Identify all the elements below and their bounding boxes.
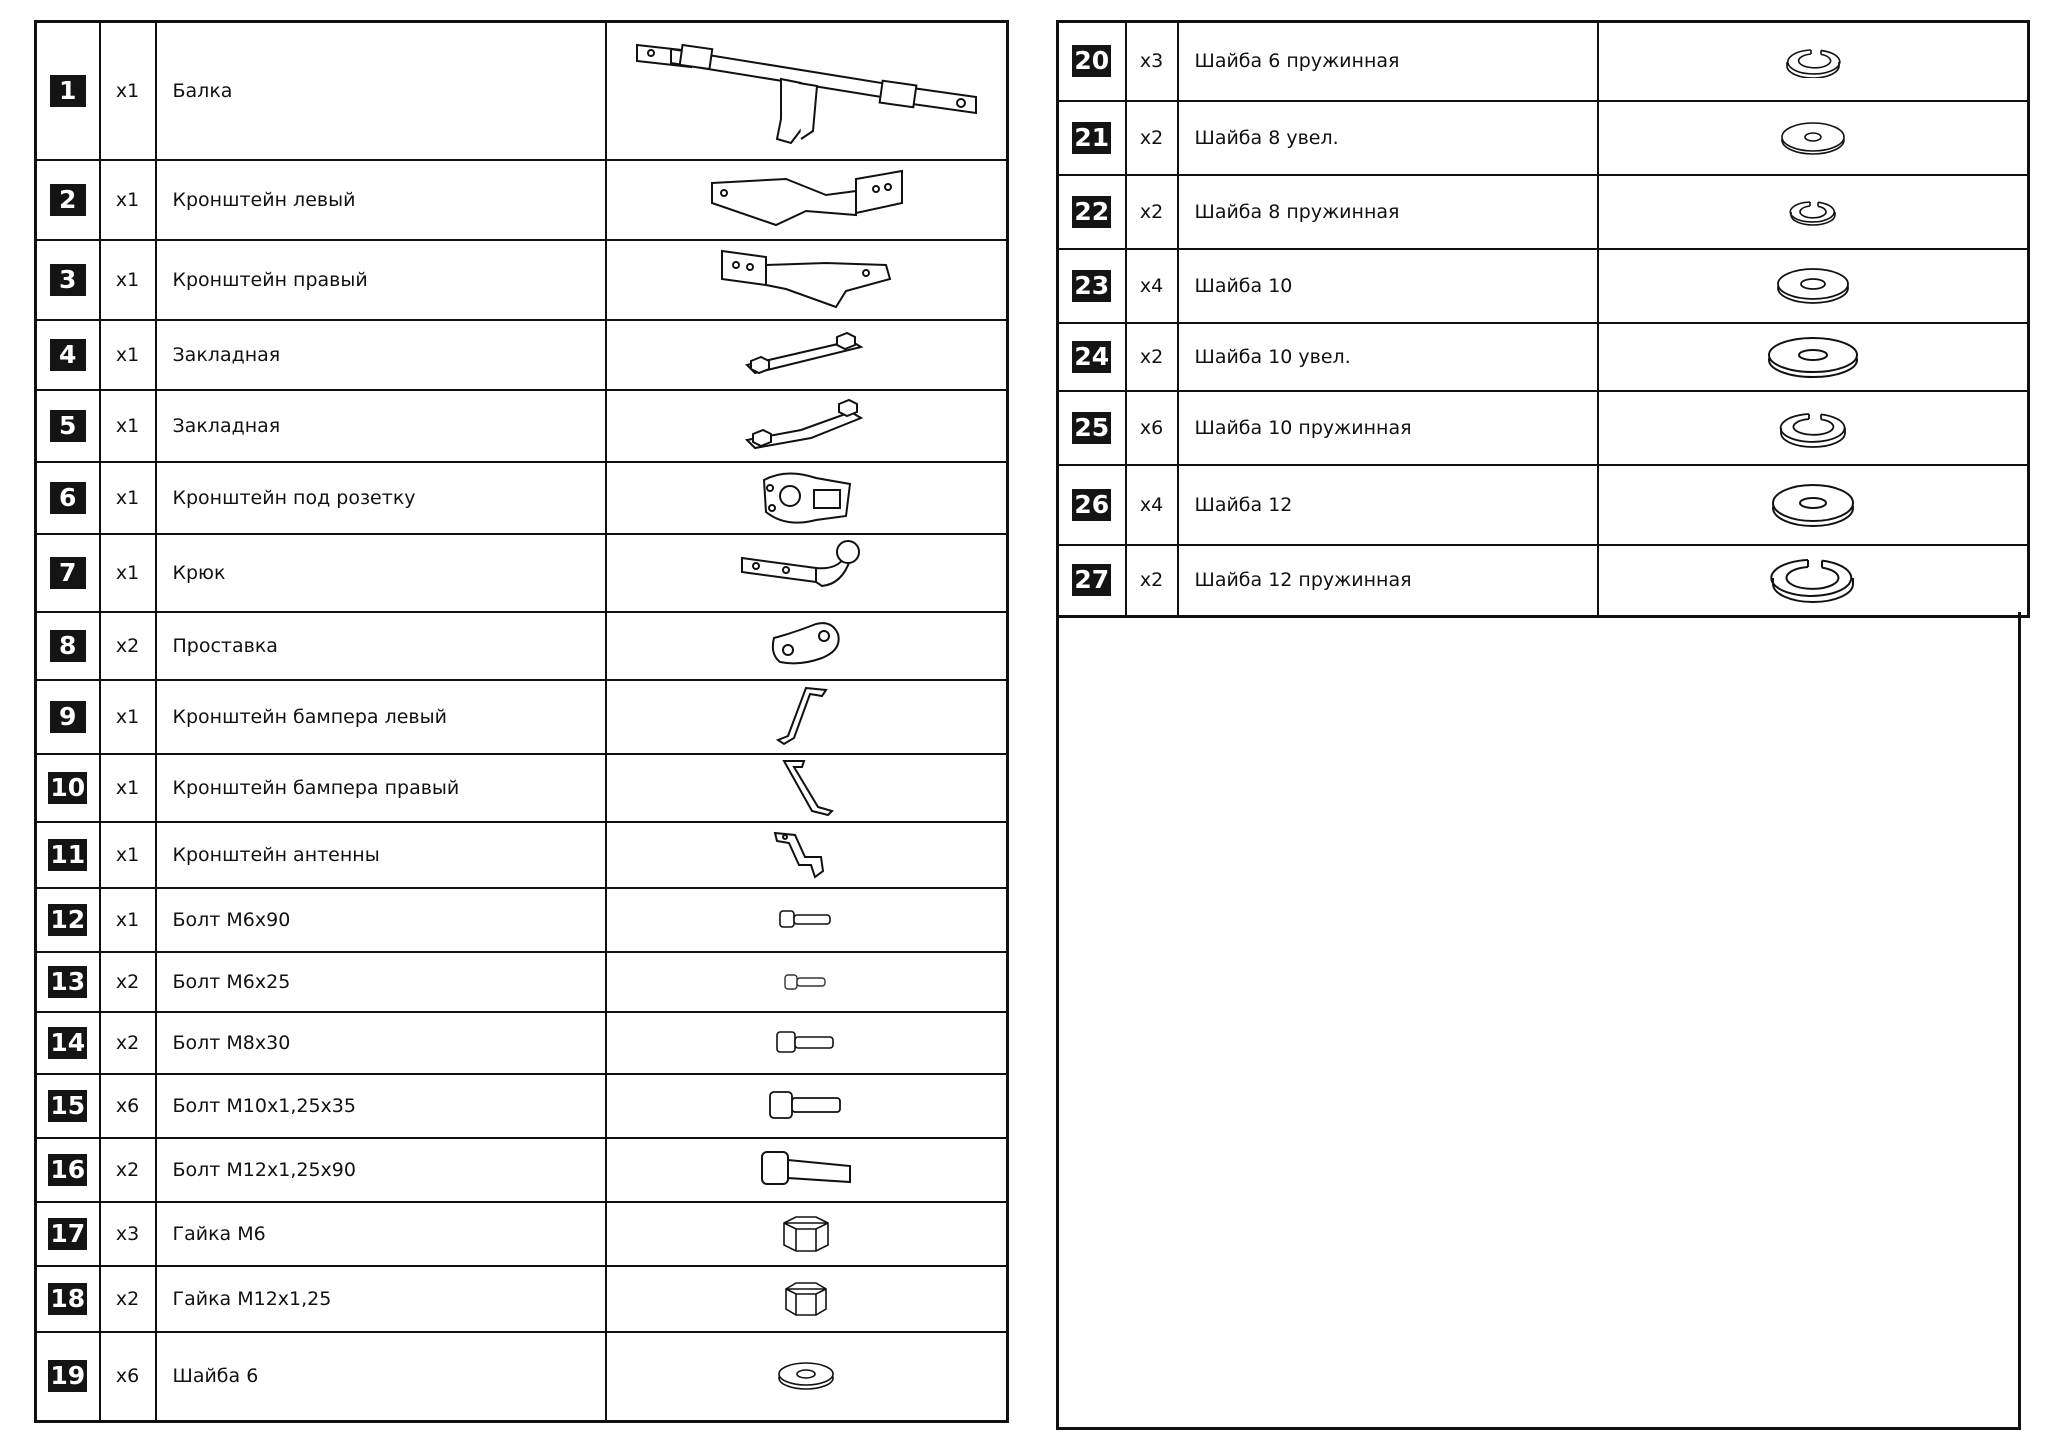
table-row bbox=[36, 1012, 1008, 1074]
table-row bbox=[36, 1332, 1008, 1422]
hex-nut-icon bbox=[607, 1279, 1007, 1319]
flat-washer-icon bbox=[1599, 265, 2028, 307]
item-number: 24 bbox=[1074, 341, 1110, 371]
item-name: Шайба 8 пружинная bbox=[1178, 175, 1598, 249]
item-name: Шайба 12 bbox=[1178, 465, 1598, 545]
table-row bbox=[36, 160, 1008, 240]
spacer-icon bbox=[607, 618, 1007, 674]
item-name: Кронштейн бампера левый bbox=[156, 680, 606, 754]
right-bracket-icon bbox=[607, 245, 1007, 315]
item-name: Гайка М12х1,25 bbox=[156, 1266, 606, 1332]
item-name: Кронштейн антенны bbox=[156, 822, 606, 888]
flat-washer-icon bbox=[1599, 118, 2028, 158]
item-quantity: x2 bbox=[100, 952, 156, 1012]
item-name: Шайба 6 bbox=[156, 1332, 606, 1422]
item-name: Кронштейн правый bbox=[156, 240, 606, 320]
item-quantity: x1 bbox=[100, 822, 156, 888]
item-quantity: x2 bbox=[1126, 545, 1178, 617]
item-name: Болт М6х90 bbox=[156, 888, 606, 952]
tow-hook-icon bbox=[607, 538, 1007, 608]
table-row bbox=[36, 822, 1008, 888]
item-number: 20 bbox=[1074, 46, 1110, 76]
item-name: Шайба 6 пружинная bbox=[1178, 22, 1598, 101]
item-quantity: x1 bbox=[100, 888, 156, 952]
item-quantity: x6 bbox=[1126, 391, 1178, 465]
item-number: 6 bbox=[50, 482, 86, 514]
table-row bbox=[1058, 323, 2029, 391]
item-name: Гайка М6 bbox=[156, 1202, 606, 1266]
bolt-icon bbox=[607, 1026, 1007, 1060]
item-quantity: x6 bbox=[100, 1074, 156, 1138]
item-number: 18 bbox=[50, 1283, 86, 1313]
item-number: 21 bbox=[1074, 122, 1110, 152]
item-quantity: x3 bbox=[100, 1202, 156, 1266]
item-quantity: x1 bbox=[100, 240, 156, 320]
table-row bbox=[36, 1202, 1008, 1266]
item-quantity: x1 bbox=[100, 680, 156, 754]
item-name: Болт М6х25 bbox=[156, 952, 606, 1012]
item-quantity: x1 bbox=[100, 160, 156, 240]
item-name: Закладная bbox=[156, 390, 606, 462]
item-number: 27 bbox=[1074, 565, 1110, 595]
table-row bbox=[36, 754, 1008, 822]
flat-washer-icon bbox=[1599, 480, 2028, 530]
item-number: 19 bbox=[50, 1361, 86, 1391]
item-quantity: x1 bbox=[100, 22, 156, 160]
item-name: Крюк bbox=[156, 534, 606, 612]
table-row bbox=[36, 390, 1008, 462]
item-number: 5 bbox=[50, 410, 86, 442]
table-row bbox=[36, 240, 1008, 320]
item-quantity: x1 bbox=[100, 754, 156, 822]
item-number: 16 bbox=[50, 1154, 86, 1184]
item-number: 7 bbox=[50, 557, 86, 589]
item-number: 15 bbox=[50, 1090, 86, 1120]
table-row bbox=[36, 534, 1008, 612]
embedded-plate-icon bbox=[607, 327, 1007, 383]
bolt-icon bbox=[607, 1086, 1007, 1126]
item-number: 4 bbox=[50, 339, 86, 371]
item-quantity: x2 bbox=[100, 1266, 156, 1332]
item-name: Балка bbox=[156, 22, 606, 160]
item-number: 17 bbox=[50, 1218, 86, 1248]
item-number: 23 bbox=[1074, 270, 1110, 300]
item-name: Шайба 10 увел. bbox=[1178, 323, 1598, 391]
bumper-bracket-icon bbox=[607, 684, 1007, 750]
item-number: 22 bbox=[1074, 196, 1110, 226]
bolt-icon bbox=[607, 1146, 1007, 1194]
tow-beam-icon bbox=[607, 31, 1007, 151]
table-row bbox=[36, 1138, 1008, 1202]
item-name: Проставка bbox=[156, 612, 606, 680]
socket-bracket-icon bbox=[607, 466, 1007, 530]
table-row bbox=[1058, 22, 2029, 101]
item-quantity: x2 bbox=[100, 612, 156, 680]
item-number: 10 bbox=[50, 772, 86, 802]
item-quantity: x1 bbox=[100, 462, 156, 534]
item-quantity: x2 bbox=[1126, 175, 1178, 249]
item-name: Болт М12х1,25х90 bbox=[156, 1138, 606, 1202]
left-bracket-icon bbox=[607, 165, 1007, 235]
item-quantity: x2 bbox=[1126, 323, 1178, 391]
item-quantity: x1 bbox=[100, 390, 156, 462]
item-quantity: x6 bbox=[100, 1332, 156, 1422]
item-name: Шайба 10 bbox=[1178, 249, 1598, 323]
spring-washer-icon bbox=[1599, 408, 2028, 448]
parts-table-left bbox=[34, 20, 1009, 1423]
item-quantity: x4 bbox=[1126, 249, 1178, 323]
table-row bbox=[36, 1074, 1008, 1138]
item-name: Болт М8х30 bbox=[156, 1012, 606, 1074]
item-quantity: x3 bbox=[1126, 22, 1178, 101]
item-number: 25 bbox=[1074, 412, 1110, 442]
item-quantity: x2 bbox=[100, 1138, 156, 1202]
item-number: 12 bbox=[50, 904, 86, 934]
table-row bbox=[36, 680, 1008, 754]
item-number: 9 bbox=[50, 701, 86, 733]
table-row bbox=[36, 320, 1008, 390]
item-name: Шайба 10 пружинная bbox=[1178, 391, 1598, 465]
item-name: Кронштейн левый bbox=[156, 160, 606, 240]
flat-washer-icon bbox=[1599, 333, 2028, 381]
item-name: Шайба 8 увел. bbox=[1178, 101, 1598, 175]
table-row bbox=[1058, 101, 2029, 175]
item-quantity: x1 bbox=[100, 320, 156, 390]
table-row bbox=[1058, 545, 2029, 617]
table-row bbox=[36, 888, 1008, 952]
table-row bbox=[36, 22, 1008, 160]
item-quantity: x4 bbox=[1126, 465, 1178, 545]
item-name: Болт М10х1,25х35 bbox=[156, 1074, 606, 1138]
spring-washer-icon bbox=[1599, 554, 2028, 606]
item-number: 11 bbox=[50, 839, 86, 869]
item-number: 1 bbox=[50, 75, 86, 107]
embedded-plate-icon bbox=[607, 396, 1007, 456]
antenna-bracket-icon bbox=[607, 827, 1007, 883]
item-number: 8 bbox=[50, 630, 86, 662]
table-row bbox=[1058, 465, 2029, 545]
item-number: 14 bbox=[50, 1027, 86, 1057]
item-name: Кронштейн бампера правый bbox=[156, 754, 606, 822]
item-name: Закладная bbox=[156, 320, 606, 390]
table-row bbox=[1058, 391, 2029, 465]
spring-washer-icon bbox=[1599, 197, 2028, 227]
item-number: 26 bbox=[1074, 489, 1110, 519]
item-number: 13 bbox=[50, 966, 86, 996]
item-quantity: x2 bbox=[1126, 101, 1178, 175]
table-row bbox=[36, 612, 1008, 680]
item-name: Шайба 12 пружинная bbox=[1178, 545, 1598, 617]
spring-washer-icon bbox=[1599, 44, 2028, 78]
item-quantity: x1 bbox=[100, 534, 156, 612]
bolt-icon bbox=[607, 905, 1007, 935]
flat-washer-icon bbox=[607, 1358, 1007, 1394]
table-row bbox=[36, 952, 1008, 1012]
item-number: 2 bbox=[50, 184, 86, 216]
table-row bbox=[1058, 249, 2029, 323]
bolt-icon bbox=[607, 968, 1007, 996]
item-number: 3 bbox=[50, 264, 86, 296]
item-name: Кронштейн под розетку bbox=[156, 462, 606, 534]
bumper-bracket-icon bbox=[607, 757, 1007, 819]
table-row bbox=[36, 462, 1008, 534]
table-row bbox=[36, 1266, 1008, 1332]
hex-nut-icon bbox=[607, 1213, 1007, 1255]
item-quantity: x2 bbox=[100, 1012, 156, 1074]
table-row bbox=[1058, 175, 2029, 249]
parts-table-right bbox=[1056, 20, 2030, 618]
empty-area bbox=[1056, 612, 2021, 1430]
